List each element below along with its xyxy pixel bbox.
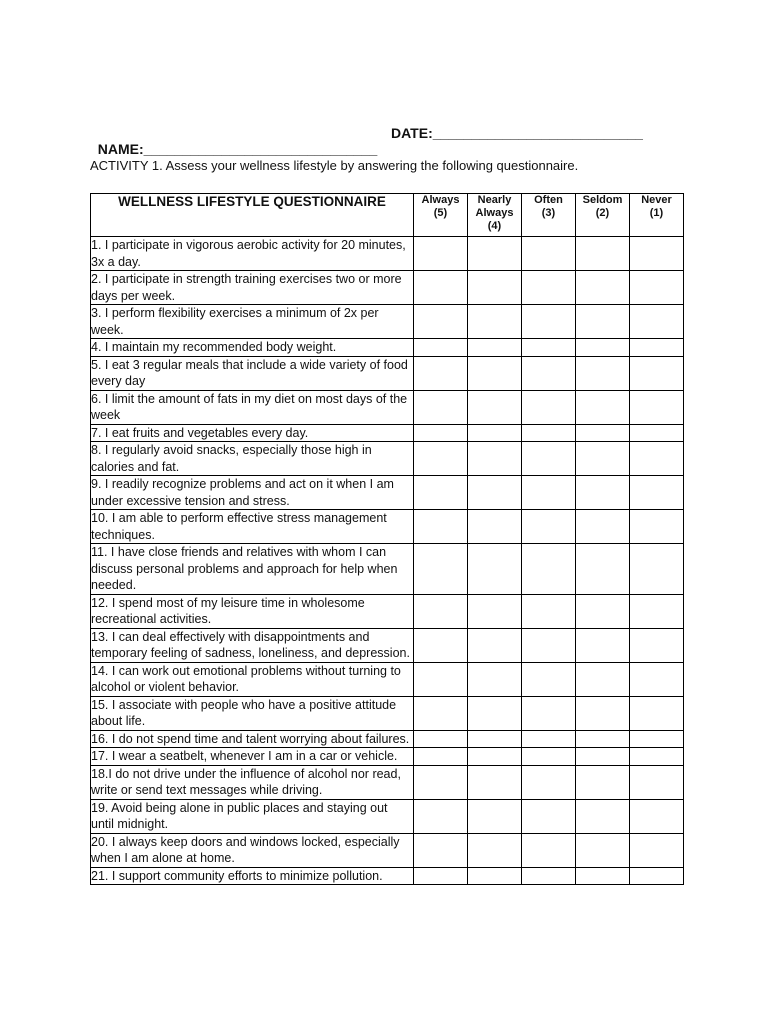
answer-cell-often[interactable] [522, 628, 576, 662]
answer-cell-always[interactable] [414, 390, 468, 424]
answer-cell-nearly-always[interactable] [468, 696, 522, 730]
statement-text: 7. I eat fruits and vegetables every day. [91, 424, 414, 442]
answer-cell-nearly-always[interactable] [468, 594, 522, 628]
statement-text: 20. I always keep doors and windows locked, especially when I am alone at home. [91, 833, 414, 867]
answer-cell-often[interactable] [522, 305, 576, 339]
answer-cell-never[interactable] [630, 356, 684, 390]
statement-text: 8. I regularly avoid snacks, especially those high in calories and fat. [91, 442, 414, 476]
table-row [91, 271, 684, 305]
answer-cell-always[interactable] [414, 356, 468, 390]
table-row [91, 628, 684, 662]
answer-cell-never[interactable] [630, 799, 684, 833]
answer-cell-always[interactable] [414, 628, 468, 662]
answer-cell-never[interactable] [630, 442, 684, 476]
answer-cell-nearly-always[interactable] [468, 305, 522, 339]
answer-cell-nearly-always[interactable] [468, 544, 522, 595]
answer-cell-never[interactable] [630, 594, 684, 628]
table-row [91, 442, 684, 476]
answer-cell-seldom[interactable] [576, 356, 630, 390]
answer-cell-often[interactable] [522, 424, 576, 442]
activity-instruction: ACTIVITY 1. Assess your wellness lifestyle by answering the following questionnaire. [90, 158, 579, 173]
statement-text: 15. I associate with people who have a positive attitude about life. [91, 696, 414, 730]
table-row [91, 305, 684, 339]
answer-cell-seldom[interactable] [576, 424, 630, 442]
name-field-label: NAME:______________________________ [97, 141, 378, 157]
answer-cell-nearly-always[interactable] [468, 833, 522, 867]
answer-cell-never[interactable] [630, 730, 684, 748]
answer-cell-never[interactable] [630, 662, 684, 696]
answer-cell-always[interactable] [414, 442, 468, 476]
answer-cell-never[interactable] [630, 339, 684, 357]
answer-cell-always[interactable] [414, 799, 468, 833]
answer-cell-often[interactable] [522, 476, 576, 510]
scale-header-never [630, 194, 684, 237]
answer-cell-nearly-always[interactable] [468, 390, 522, 424]
table-header-row [91, 194, 684, 237]
answer-cell-seldom[interactable] [576, 594, 630, 628]
answer-cell-often[interactable] [522, 442, 576, 476]
table-row [91, 867, 684, 885]
questionnaire-title: WELLNESS LIFESTYLE QUESTIONNAIRE [91, 194, 414, 237]
scale-header-nearly-always [468, 194, 522, 237]
answer-cell-seldom[interactable] [576, 628, 630, 662]
answer-cell-seldom[interactable] [576, 799, 630, 833]
answer-cell-often[interactable] [522, 662, 576, 696]
statement-text: 14. I can work out emotional problems without turning to alcohol or violent behavior. [91, 662, 414, 696]
answer-cell-seldom[interactable] [576, 476, 630, 510]
scale-value: (4) [487, 220, 502, 232]
answer-cell-often[interactable] [522, 544, 576, 595]
table-row [91, 390, 684, 424]
answer-cell-seldom[interactable] [576, 696, 630, 730]
table-row [91, 833, 684, 867]
answer-cell-seldom[interactable] [576, 305, 630, 339]
answer-cell-never[interactable] [630, 544, 684, 595]
statement-text: 6. I limit the amount of fats in my diet on most days of the week [91, 390, 414, 424]
answer-cell-seldom[interactable] [576, 510, 630, 544]
date-field-label: DATE:___________________________ [391, 125, 643, 141]
answer-cell-seldom[interactable] [576, 442, 630, 476]
answer-cell-often[interactable] [522, 833, 576, 867]
answer-cell-often[interactable] [522, 356, 576, 390]
answer-cell-always[interactable] [414, 237, 468, 271]
answer-cell-nearly-always[interactable] [468, 799, 522, 833]
table-row [91, 748, 684, 766]
answer-cell-often[interactable] [522, 696, 576, 730]
table-row [91, 424, 684, 442]
scale-label: Always [421, 194, 460, 206]
table-row [91, 544, 684, 595]
answer-cell-never[interactable] [630, 476, 684, 510]
statement-text: 4. I maintain my recommended body weight. [91, 339, 414, 357]
statement-text: 17. I wear a seatbelt, whenever I am in a car or vehicle. [91, 748, 414, 766]
scale-header-often [522, 194, 576, 237]
answer-cell-always[interactable] [414, 833, 468, 867]
answer-cell-seldom[interactable] [576, 765, 630, 799]
answer-cell-seldom[interactable] [576, 544, 630, 595]
answer-cell-never[interactable] [630, 305, 684, 339]
answer-cell-often[interactable] [522, 339, 576, 357]
answer-cell-never[interactable] [630, 271, 684, 305]
statement-text: 10. I am able to perform effective stress management techniques. [91, 510, 414, 544]
scale-value: (5) [433, 207, 448, 219]
scale-value: (1) [649, 207, 664, 219]
answer-cell-often[interactable] [522, 765, 576, 799]
answer-cell-seldom[interactable] [576, 833, 630, 867]
answer-cell-seldom[interactable] [576, 662, 630, 696]
answer-cell-seldom[interactable] [576, 390, 630, 424]
answer-cell-nearly-always[interactable] [468, 510, 522, 544]
answer-cell-nearly-always[interactable] [468, 271, 522, 305]
statement-text: 18.I do not drive under the influence of alcohol nor read, write or send text messages while driving. [91, 765, 414, 799]
answer-cell-never[interactable] [630, 390, 684, 424]
answer-cell-never[interactable] [630, 748, 684, 766]
table-row [91, 237, 684, 271]
answer-cell-always[interactable] [414, 662, 468, 696]
questionnaire-body [91, 237, 684, 885]
statement-text: 16. I do not spend time and talent worrying about failures. [91, 730, 414, 748]
answer-cell-often[interactable] [522, 594, 576, 628]
answer-cell-seldom[interactable] [576, 730, 630, 748]
answer-cell-always[interactable] [414, 271, 468, 305]
statement-text: 13. I can deal effectively with disappointments and temporary feeling of sadness, loneliness, and depression. [91, 628, 414, 662]
answer-cell-always[interactable] [414, 339, 468, 357]
table-row [91, 799, 684, 833]
statement-text: 19. Avoid being alone in public places and staying out until midnight. [91, 799, 414, 833]
answer-cell-nearly-always[interactable] [468, 476, 522, 510]
answer-cell-seldom[interactable] [576, 237, 630, 271]
statement-text: 11. I have close friends and relatives with whom I can discuss personal problems and approach for help when needed. [91, 544, 414, 595]
answer-cell-never[interactable] [630, 424, 684, 442]
answer-cell-nearly-always[interactable] [468, 748, 522, 766]
statement-text: 21. I support community efforts to minimize pollution. [91, 867, 414, 885]
answer-cell-nearly-always[interactable] [468, 356, 522, 390]
answer-cell-nearly-always[interactable] [468, 442, 522, 476]
table-row [91, 765, 684, 799]
answer-cell-nearly-always[interactable] [468, 339, 522, 357]
answer-cell-often[interactable] [522, 237, 576, 271]
scale-label: Never [641, 194, 672, 206]
answer-cell-nearly-always[interactable] [468, 765, 522, 799]
answer-cell-often[interactable] [522, 730, 576, 748]
table-row [91, 356, 684, 390]
answer-cell-always[interactable] [414, 305, 468, 339]
table-row [91, 594, 684, 628]
answer-cell-often[interactable] [522, 748, 576, 766]
answer-cell-nearly-always[interactable] [468, 730, 522, 748]
answer-cell-always[interactable] [414, 424, 468, 442]
answer-cell-never[interactable] [630, 237, 684, 271]
answer-cell-never[interactable] [630, 765, 684, 799]
answer-cell-nearly-always[interactable] [468, 628, 522, 662]
answer-cell-never[interactable] [630, 696, 684, 730]
answer-cell-always[interactable] [414, 544, 468, 595]
answer-cell-always[interactable] [414, 748, 468, 766]
answer-cell-often[interactable] [522, 510, 576, 544]
table-row [91, 476, 684, 510]
answer-cell-seldom[interactable] [576, 271, 630, 305]
questionnaire-table [90, 193, 684, 885]
answer-cell-always[interactable] [414, 730, 468, 748]
scale-value: (3) [541, 207, 556, 219]
answer-cell-nearly-always[interactable] [468, 424, 522, 442]
answer-cell-never[interactable] [630, 510, 684, 544]
answer-cell-always[interactable] [414, 867, 468, 885]
answer-cell-seldom[interactable] [576, 748, 630, 766]
answer-cell-nearly-always[interactable] [468, 662, 522, 696]
answer-cell-often[interactable] [522, 390, 576, 424]
scale-header-always [414, 194, 468, 237]
answer-cell-nearly-always[interactable] [468, 867, 522, 885]
answer-cell-seldom[interactable] [576, 339, 630, 357]
scale-label: Nearly Always [475, 194, 514, 219]
answer-cell-never[interactable] [630, 867, 684, 885]
table-row [91, 339, 684, 357]
answer-cell-always[interactable] [414, 476, 468, 510]
answer-cell-always[interactable] [414, 765, 468, 799]
answer-cell-never[interactable] [630, 833, 684, 867]
scale-header-seldom [576, 194, 630, 237]
answer-cell-always[interactable] [414, 696, 468, 730]
statement-text: 3. I perform flexibility exercises a minimum of 2x per week. [91, 305, 414, 339]
answer-cell-always[interactable] [414, 510, 468, 544]
answer-cell-nearly-always[interactable] [468, 237, 522, 271]
answer-cell-often[interactable] [522, 799, 576, 833]
table-row [91, 696, 684, 730]
answer-cell-often[interactable] [522, 867, 576, 885]
table-row [91, 662, 684, 696]
answer-cell-always[interactable] [414, 594, 468, 628]
statement-text: 12. I spend most of my leisure time in wholesome recreational activities. [91, 594, 414, 628]
table-row [91, 510, 684, 544]
statement-text: 1. I participate in vigorous aerobic activity for 20 minutes, 3x a day. [91, 237, 414, 271]
statement-text: 2. I participate in strength training exercises two or more days per week. [91, 271, 414, 305]
statement-text: 5. I eat 3 regular meals that include a wide variety of food every day [91, 356, 414, 390]
scale-label: Often [534, 194, 563, 206]
table-row [91, 730, 684, 748]
answer-cell-often[interactable] [522, 271, 576, 305]
scale-label: Seldom [582, 194, 623, 206]
statement-text: 9. I readily recognize problems and act on it when I am under excessive tension and stress. [91, 476, 414, 510]
scale-value: (2) [595, 207, 610, 219]
answer-cell-never[interactable] [630, 628, 684, 662]
answer-cell-seldom[interactable] [576, 867, 630, 885]
